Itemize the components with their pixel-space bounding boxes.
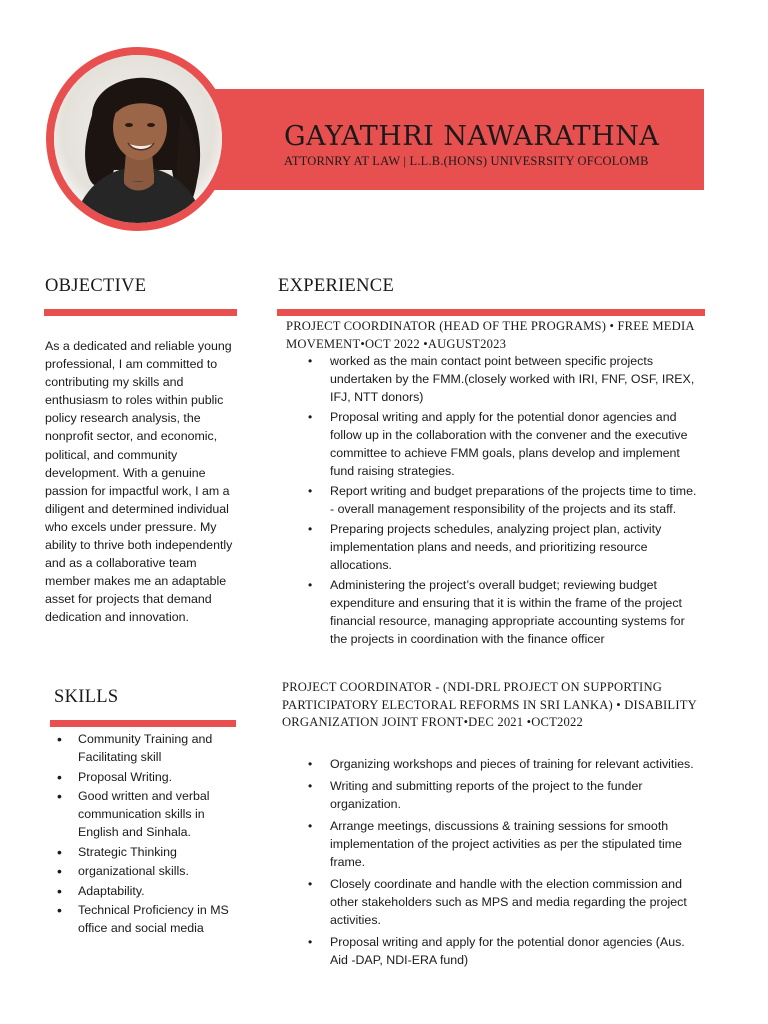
list-item: • Community Training and Facilitating skill — [55, 730, 245, 766]
experience-divider — [277, 309, 705, 316]
list-item: • Preparing projects schedules, analyzing project plan, activity implementation plans and needs, and prioritizing resource allocations. — [308, 520, 700, 574]
list-item: • Arrange meetings, discussions & training sessions for smooth implementation of the project activities as per the stipulated time frame. — [308, 817, 700, 871]
list-item: • Report writing and budget preparations of the projects time to time. - overall management responsibility of the projects and its staff. — [308, 482, 700, 518]
list-item: • organizational skills. — [55, 862, 245, 880]
skills-divider — [50, 720, 236, 727]
experience-heading: EXPERIENCE — [278, 276, 395, 296]
profile-photo-illustration — [54, 55, 222, 223]
objective-text: As a dedicated and reliable young professional, I am committed to contributing my skills and enthusiasm to roles within public policy research analysis, the nonprofit sector, and economic, political, and community development. With a genuine passion for impactful work, I am a diligent and determined individual who excels under pressure. My ability to thrive both independently and as a collaborative team member makes me an adaptable asset for projects that demand dedication and innovation. — [45, 339, 233, 625]
list-item: • Proposal writing and apply for the potential donor agencies (Aus. Aid -DAP, NDI-ERA fund) — [308, 933, 700, 969]
job-duties-1 — [308, 352, 700, 650]
list-item: • Organizing workshops and pieces of training for relevant activities. — [308, 755, 700, 773]
job-title-2: PROJECT COORDINATOR - (NDI-DRL PROJECT ON SUPPORTING PARTICIPATORY ELECTORAL REFORMS IN SRI LANKA) • DISABILITY ORGANIZATION JOINT FRONT•DEC 2021 •OCT2022 — [282, 680, 697, 729]
list-item: • Adaptability. — [55, 882, 245, 900]
list-item: • Proposal writing and apply for the potential donor agencies and follow up in the collaboration with the convener and the executive committee to achieve FMM goals, plans develop and implement fund raising strategies. — [308, 408, 700, 480]
list-item: • Closely coordinate and handle with the election commission and other stakeholders such as MPS and media regarding the project activities. — [308, 875, 700, 929]
profile-photo — [54, 55, 222, 223]
profile-photo-frame — [46, 47, 230, 231]
candidate-subtitle: ATTORNRY AT LAW | L.L.B.(HONS) UNIVESRSITY OFCOLOMB — [284, 154, 649, 168]
list-item: • Strategic Thinking — [55, 843, 245, 861]
job-title-1: PROJECT COORDINATOR (HEAD OF THE PROGRAMS) • FREE MEDIA MOVEMENT•OCT 2022 •AUGUST2023 — [286, 319, 694, 351]
objective-heading: OBJECTIVE — [45, 276, 147, 296]
objective-divider — [44, 309, 237, 316]
candidate-name: GAYATHRI NAWARATHNA — [284, 121, 660, 152]
list-item: • Technical Proficiency in MS office and social media — [55, 901, 245, 937]
job-duties-2 — [308, 755, 700, 973]
list-item: • Good written and verbal communication skills in English and Sinhala. — [55, 787, 245, 841]
list-item: • Administering the project’s overall budget; reviewing budget expenditure and ensuring that it is within the frame of the project financial resource, managing appropriate accounting systems for the projects in coordination with the finance officer — [308, 576, 700, 648]
list-item: • Proposal Writing. — [55, 768, 245, 786]
skills-heading: SKILLS — [54, 687, 119, 707]
skills-list — [55, 730, 245, 939]
list-item: • worked as the main contact point between specific projects undertaken by the FMM.(closely worked with IRI, FNF, OSF, IREX, IFJ, NTT donors) — [308, 352, 700, 406]
list-item: • Writing and submitting reports of the project to the funder organization. — [308, 777, 700, 813]
